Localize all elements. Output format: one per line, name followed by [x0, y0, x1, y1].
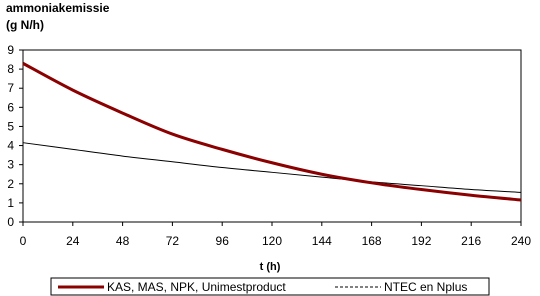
- x-tick-label: 72: [165, 234, 180, 248]
- x-tick-label: 24: [66, 234, 80, 248]
- axes-layer: [23, 50, 521, 222]
- series-layer: [23, 63, 521, 200]
- y-tick-label: 7: [7, 81, 14, 96]
- x-tick-label: 96: [215, 234, 229, 248]
- x-tick-label: 216: [461, 234, 482, 248]
- y-tick-label: 2: [7, 176, 14, 191]
- y-tick-label: 3: [7, 157, 14, 172]
- x-tick-label: 48: [115, 234, 130, 248]
- y-tick-label: 9: [7, 43, 14, 57]
- ticks-layer: [7, 43, 531, 248]
- x-axis-label: t (h): [259, 261, 281, 273]
- x-tick-label: 144: [311, 234, 332, 248]
- legend: [51, 278, 489, 295]
- series-line-1: [23, 63, 521, 200]
- y-tick-label: 0: [7, 215, 14, 229]
- x-tick-label: 0: [19, 234, 27, 248]
- legend-label-series-2: NTEC en Nplus: [384, 280, 468, 294]
- legend-label-series-1: KAS, MAS, NPK, Unimestproduct: [107, 280, 286, 294]
- x-tick-label: 192: [411, 234, 432, 248]
- y-tick-label: 8: [7, 62, 14, 77]
- y-tick-label: 4: [7, 138, 14, 153]
- y-tick-label: 1: [7, 195, 14, 210]
- x-tick-label: 240: [510, 234, 532, 248]
- x-tick-label: 168: [361, 234, 382, 248]
- y-axis-label-line-2: (g N/h): [6, 18, 44, 32]
- y-tick-label: 6: [7, 100, 14, 115]
- series-line-2: [23, 143, 521, 193]
- plot-area-border: [23, 50, 521, 222]
- y-tick-label: 5: [7, 119, 14, 134]
- x-tick-label: 120: [261, 234, 283, 248]
- y-axis-label-line-1: ammoniakemissie: [6, 1, 110, 15]
